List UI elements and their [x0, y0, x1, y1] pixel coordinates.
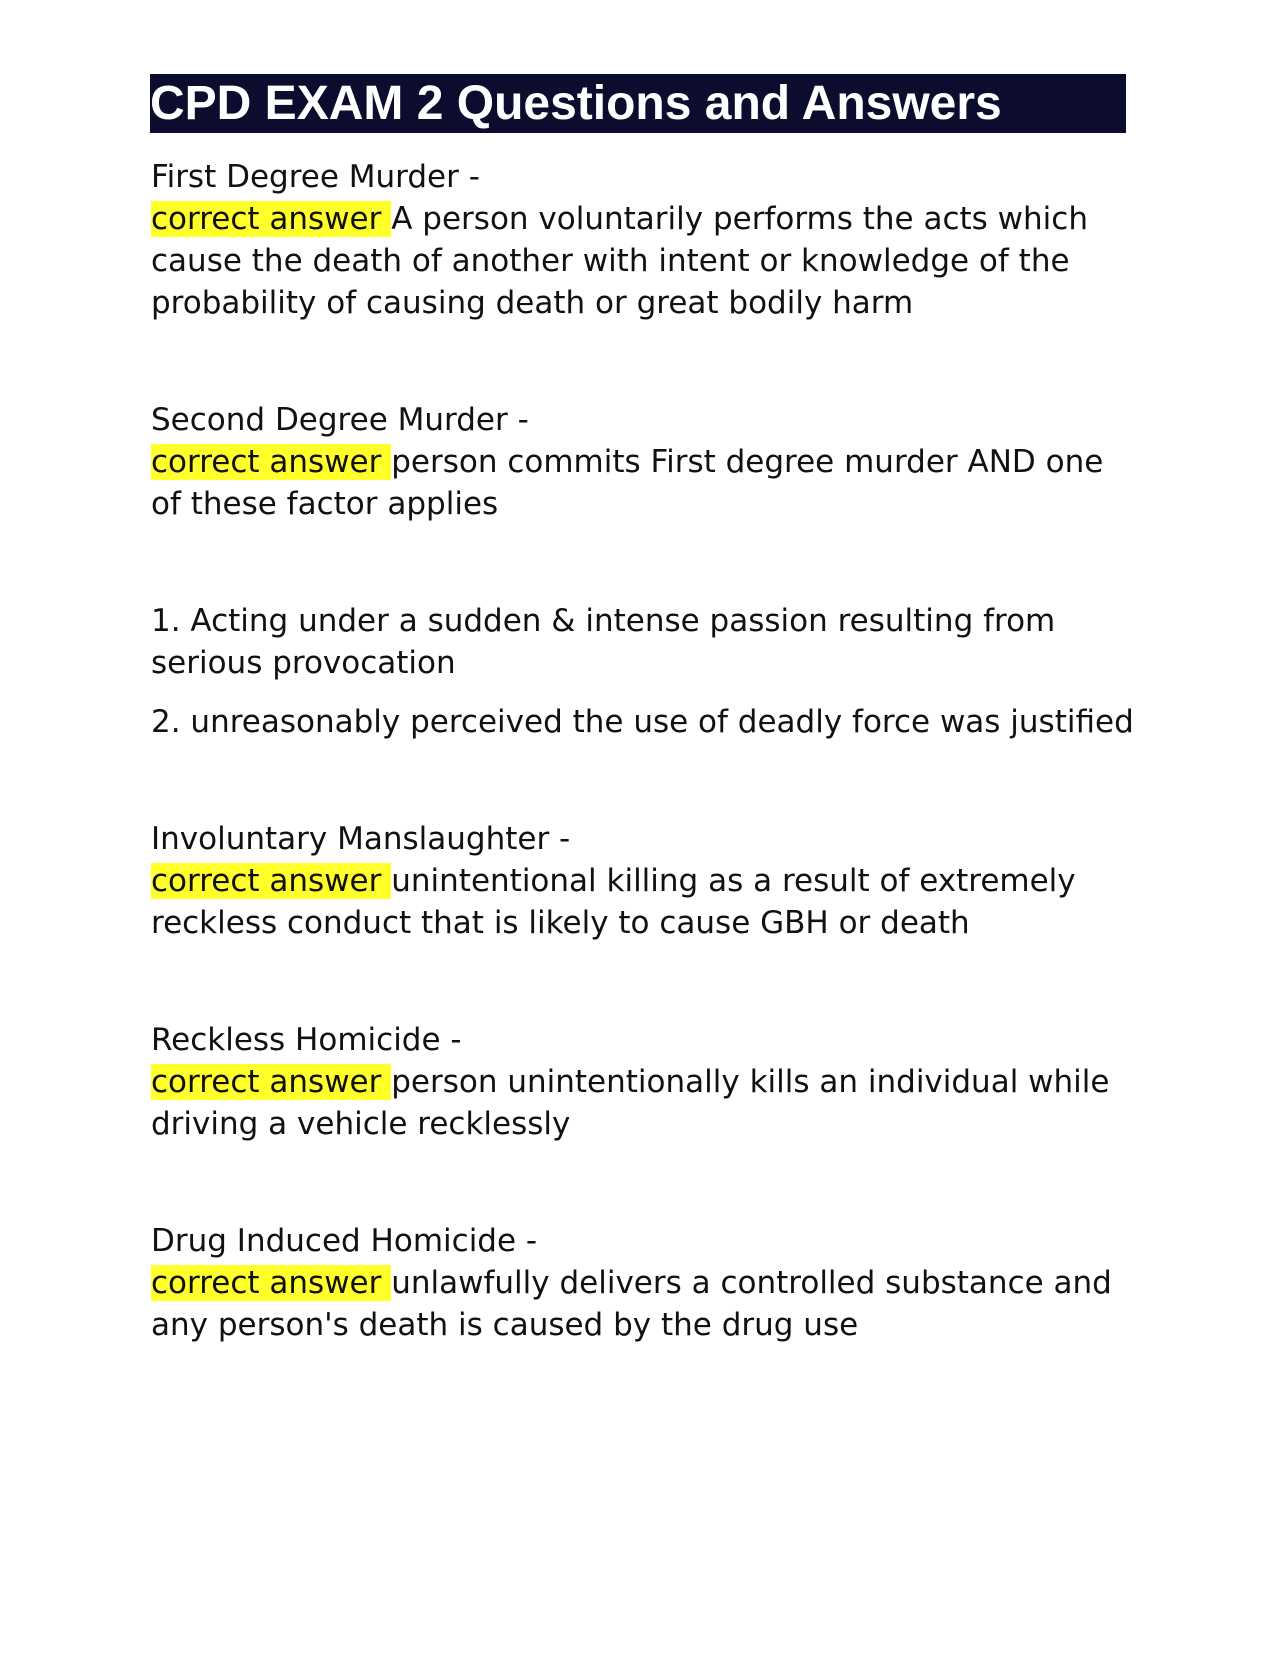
factor-list-item: 1. Acting under a sudden & intense passion resulting from serious provocation: [151, 603, 1056, 681]
correct-answer-label: correct answer: [151, 863, 392, 899]
term-heading: Second Degree Murder -: [151, 402, 529, 438]
term-heading: First Degree Murder -: [151, 159, 480, 195]
factor-list-item: 2. unreasonably perceived the use of deadly force was justified: [151, 704, 1134, 740]
qa-entry-involuntary-manslaughter: [151, 818, 1141, 944]
correct-answer-label: correct answer: [151, 1064, 392, 1100]
title-banner: [150, 74, 1126, 133]
correct-answer-label: correct answer: [151, 201, 392, 237]
qa-entry-drug-induced-homicide: [151, 1220, 1141, 1346]
term-heading: Reckless Homicide -: [151, 1022, 462, 1058]
answer-text: [151, 1262, 1141, 1346]
term-heading: Involuntary Manslaughter -: [151, 821, 571, 857]
term-heading: Drug Induced Homicide -: [151, 1223, 538, 1259]
document-title: CPD EXAM 2 Questions and Answers: [150, 77, 1002, 130]
answer-definition: A person voluntarily performs the acts which cause the death of another with intent or knowledge of the probability of causing death or great bodily harm: [151, 201, 1088, 321]
qa-entry-second-degree-murder: [151, 399, 1141, 525]
qa-entry-first-degree-murder: [151, 156, 1141, 324]
qa-entry-reckless-homicide: [151, 1019, 1141, 1145]
answer-definition: unlawfully delivers a controlled substance and any person's death is caused by the drug use: [151, 1265, 1112, 1343]
answer-definition: person unintentionally kills an individual while driving a vehicle recklessly: [151, 1064, 1110, 1142]
answer-text: [151, 441, 1141, 525]
correct-answer-label: correct answer: [151, 1265, 392, 1301]
answer-text: [151, 198, 1141, 324]
answer-definition: unintentional killing as a result of extremely reckless conduct that is likely to cause GBH or death: [151, 863, 1076, 941]
correct-answer-label: correct answer: [151, 444, 392, 480]
document-body: [151, 156, 1141, 1346]
answer-text: [151, 860, 1141, 944]
answer-definition: person commits First degree murder AND one of these factor applies: [151, 444, 1104, 522]
answer-text: [151, 1061, 1141, 1145]
